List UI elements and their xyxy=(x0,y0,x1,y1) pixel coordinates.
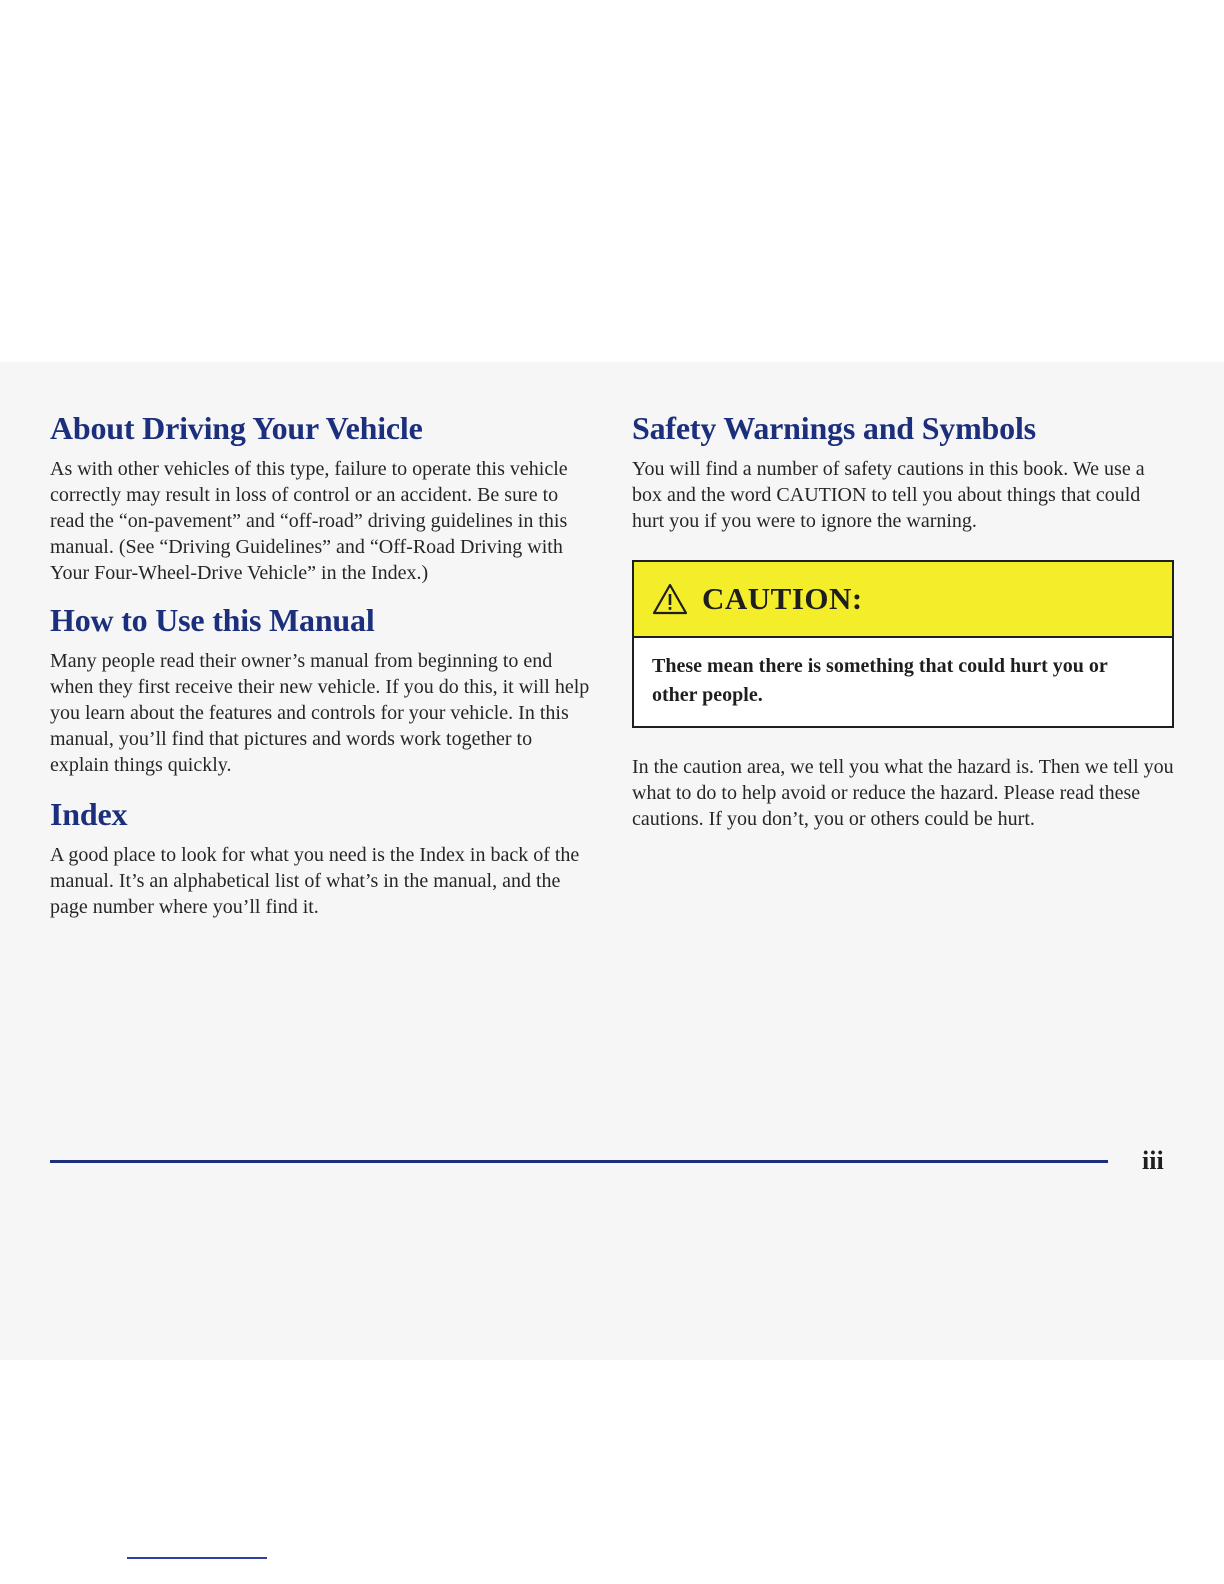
footer-rule xyxy=(50,1160,1108,1163)
safety-warnings-text: You will find a number of safety cautions in this book. We use a box and the word CAUTION to tell you about things that could hurt you if you were to ignore the warning. xyxy=(632,458,1145,532)
warning-triangle-icon xyxy=(652,583,688,615)
page-number: iii xyxy=(1142,1146,1164,1175)
how-to-use-heading: How to Use this Manual xyxy=(50,602,375,638)
caution-title: CAUTION: xyxy=(702,581,863,616)
safety-warnings-heading: Safety Warnings and Symbols xyxy=(632,410,1036,446)
caution-explanation-text: In the caution area, we tell you what the hazard is. Then we tell you what to do to help avoid or reduce the hazard. Please read these cautions. If you don’t, you or others could be hurt. xyxy=(632,756,1174,830)
index-text: A good place to look for what you need is the Index in back of the manual. It’s an alphabetical list of what’s in the manual, and the page number where you’ll find it. xyxy=(50,844,580,918)
left-column xyxy=(50,408,595,920)
caution-body-text: These mean there is something that could hurt you or other people. xyxy=(652,655,1108,706)
bottom-link-underline xyxy=(127,1557,267,1559)
how-to-use-text: Many people read their owner’s manual from beginning to end when they first receive their new vehicle. If you do this, it will help you learn about the features and controls for your vehicle. In this manual, you’ll find that pictures and words work together to explain things quickly. xyxy=(50,650,590,776)
index-heading: Index xyxy=(50,796,128,832)
caution-header xyxy=(634,562,1172,638)
caution-box xyxy=(632,560,1174,728)
about-driving-text: As with other vehicles of this type, failure to operate this vehicle correctly may result in loss of control or an accident. Be sure to read the “on-pavement” and “off-road” driving guidelines in this manual. (See “Driving Guidelines” and “Off-Road Driving with Your Four-Wheel-Drive Vehicle” in the Index.) xyxy=(50,458,568,584)
about-driving-heading: About Driving Your Vehicle xyxy=(50,410,423,446)
right-column xyxy=(632,408,1177,832)
